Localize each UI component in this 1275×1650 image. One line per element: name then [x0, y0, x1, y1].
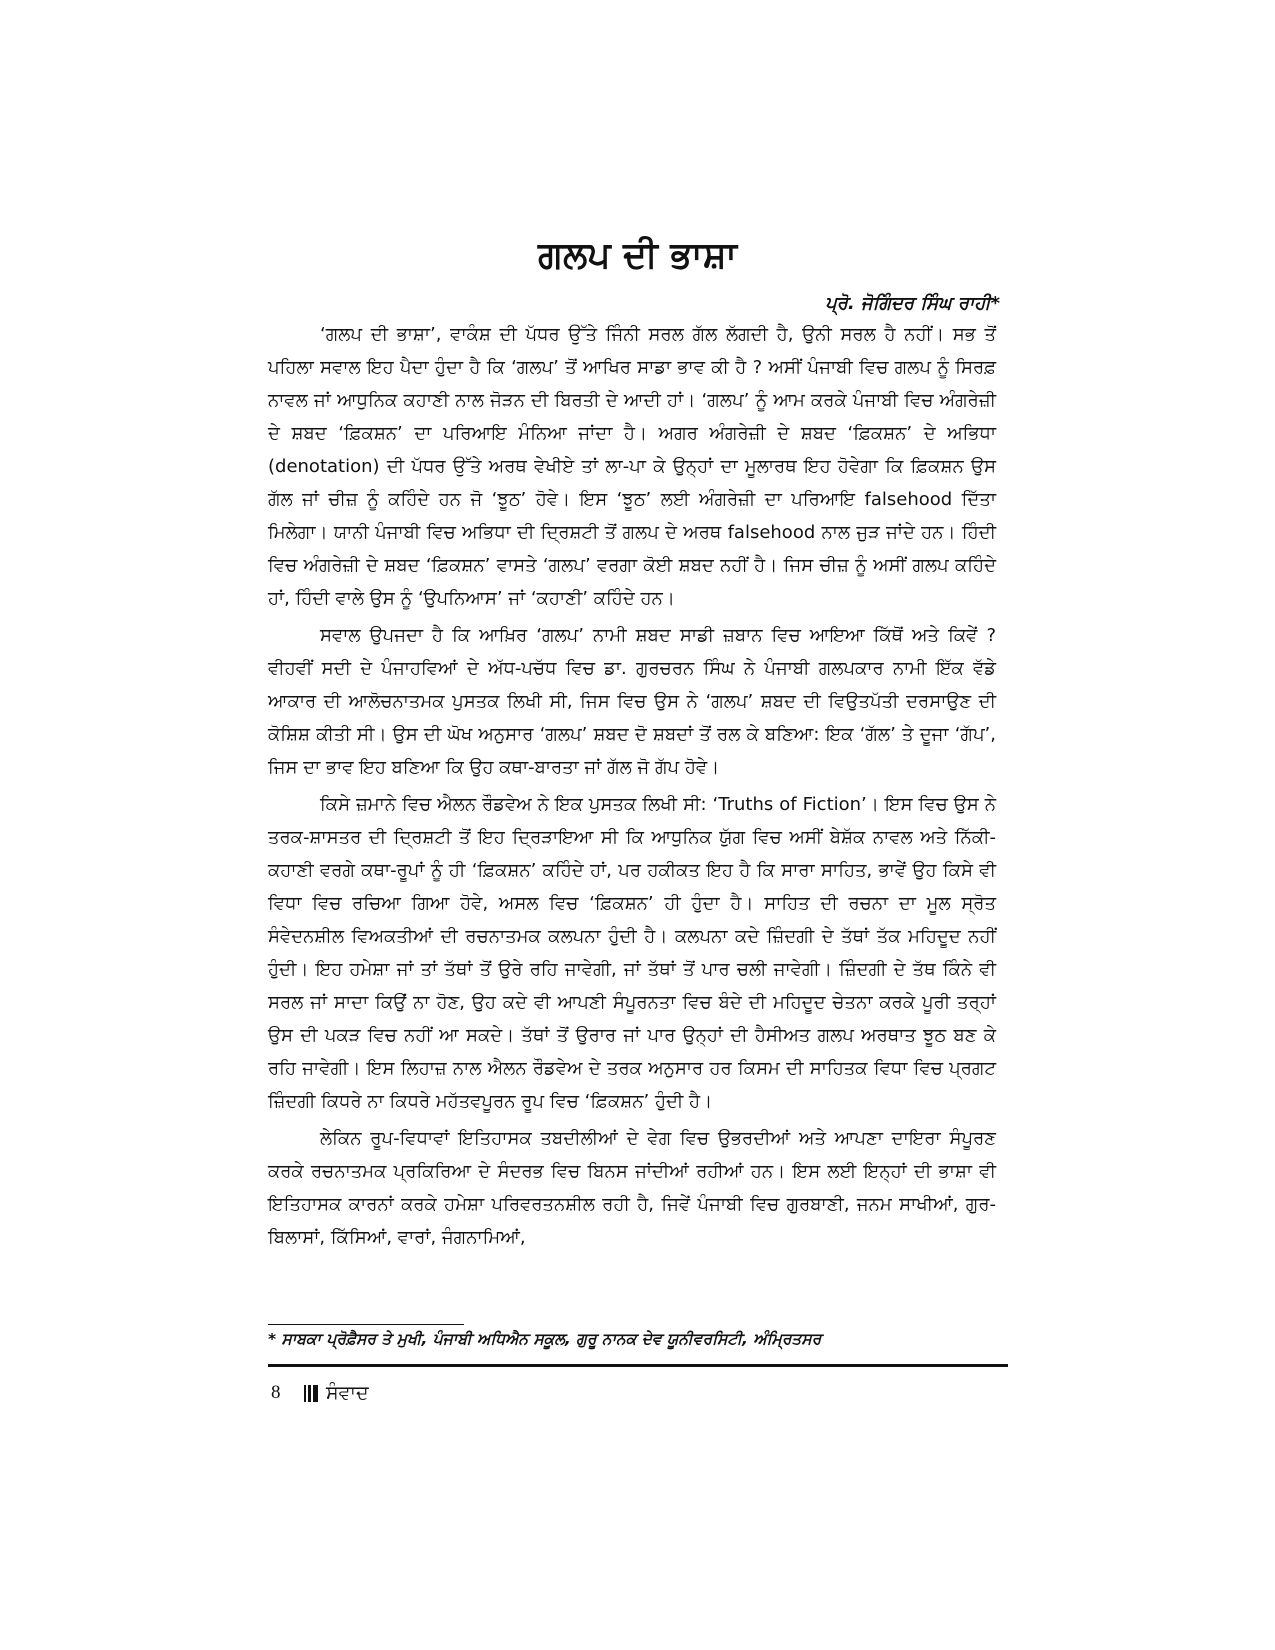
journal-logo-icon: [304, 1385, 320, 1402]
footnote: * ਸਾਬਕਾ ਪ੍ਰੋਫ਼ੈਸਰ ਤੇ ਮੁਖੀ, ਪੰਜਾਬੀ ਅਧਿਐਨ ਸਕੂਲ, ਗੁਰੂ ਨਾਨਕ ਦੇਵ ਯੂਨੀਵਰਸਿਟੀ, ਅੰਮ੍ਰਿਤਸਰ: [268, 1330, 822, 1348]
footer-divider: [268, 1364, 1008, 1367]
journal-name: ਸੰਵਾਦ: [326, 1382, 369, 1404]
page-number: 8: [271, 1382, 281, 1403]
author-byline: ਪ੍ਰੋ. ਜੋਗਿੰਦਰ ਸਿੰਘ ਰਾਹੀ*: [825, 293, 1000, 314]
paragraph: ‘ਗਲਪ ਦੀ ਭਾਸ਼ਾ’, ਵਾਕੰਸ਼ ਦੀ ਪੱਧਰ ਉੱਤੇ ਜਿੰਨੀ ਸਰਲ ਗੱਲ ਲੱਗਦੀ ਹੈ, ਉਨੀ ਸਰਲ ਹੈ ਨਹੀਂ। ਸਭ ਤੋਂ ਪਹਿਲਾ ਸਵਾਲ ਇਹ ਪੈਦਾ ਹੁੰਦਾ ਹੈ ਕਿ ‘ਗਲਪ’ ਤੋਂ ਆਖਿਰ ਸਾਡਾ ਭਾਵ ਕੀ ਹੈ ? ਅਸੀਂ ਪੰਜਾਬੀ ਵਿਚ ਗਲਪ ਨੂੰ ਸਿਰਫ਼ ਨਾਵਲ ਜਾਂ ਆਧੁਨਿਕ ਕਹਾਣੀ ਨਾਲ ਜੋੜਨ ਦੀ ਬਿਰਤੀ ਦੇ ਆਦੀ ਹਾਂ। ‘ਗਲਪ’ ਨੂੰ ਆਮ ਕਰਕੇ ਪੰਜਾਬੀ ਵਿਚ ਅੰਗਰੇਜ਼ੀ ਦੇ ਸ਼ਬਦ ‘ਫ਼ਿਕਸ਼ਨ’ ਦਾ ਪਰਿਆਇ ਮੰਨਿਆ ਜਾਂਦਾ ਹੈ। ਅਗਰ ਅੰਗਰੇਜ਼ੀ ਦੇ ਸ਼ਬਦ ‘ਫ਼ਿਕਸ਼ਨ’ ਦੇ ਅਭਿਧਾ (denotation) ਦੀ ਪੱਧਰ ਉੱਤੇ ਅਰਥ ਵੇਖੀਏ ਤਾਂ ਲਾ-ਪਾ ਕੇ ਉਨ੍ਹਾਂ ਦਾ ਮੂਲਾਰਥ ਇਹ ਹੋਵੇਗਾ ਕਿ ਫ਼ਿਕਸ਼ਨ ਉਸ ਗੱਲ ਜਾਂ ਚੀਜ਼ ਨੂੰ ਕਹਿੰਦੇ ਹਨ ਜੋ ‘ਝੂਠ’ ਹੋਵੇ। ਇਸ ‘ਝੂਠ’ ਲਈ ਅੰਗਰੇਜ਼ੀ ਦਾ ਪਰਿਆਇ falsehood ਦਿੱਤਾ ਮਿਲੇਗਾ। ਯਾਨੀ ਪੰਜਾਬੀ ਵਿਚ ਅਭਿਧਾ ਦੀ ਦ੍ਰਿਸ਼ਟੀ ਤੋਂ ਗਲਪ ਦੇ ਅਰਥ falsehood ਨਾਲ ਜੁੜ ਜਾਂਦੇ ਹਨ। ਹਿੰਦੀ ਵਿਚ ਅੰਗਰੇਜ਼ੀ ਦੇ ਸ਼ਬਦ ‘ਫ਼ਿਕਸ਼ਨ’ ਵਾਸਤੇ ‘ਗਲਪ’ ਵਰਗਾ ਕੋਈ ਸ਼ਬਦ ਨਹੀਂ ਹੈ। ਜਿਸ ਚੀਜ਼ ਨੂੰ ਅਸੀਂ ਗਲਪ ਕਹਿੰਦੇ ਹਾਂ, ਹਿੰਦੀ ਵਾਲੇ ਉਸ ਨੂੰ ‘ਉਪਨਿਆਸ’ ਜਾਂ ‘ਕਹਾਣੀ’ ਕਹਿੰਦੇ ਹਨ।: [268, 324, 996, 609]
page-title: ਗਲਪ ਦੀ ਭਾਸ਼ਾ: [538, 235, 737, 276]
footnote-divider: [268, 1324, 464, 1325]
paragraph: ਸਵਾਲ ਉਪਜਦਾ ਹੈ ਕਿ ਆਖ਼ਿਰ ‘ਗਲਪ’ ਨਾਮੀ ਸ਼ਬਦ ਸਾਡੀ ਜ਼ਬਾਨ ਵਿਚ ਆਇਆ ਕਿੱਥੋਂ ਅਤੇ ਕਿਵੇਂ ? ਵੀਹਵੀਂ ਸਦੀ ਦੇ ਪੰਜਾਹਵਿਆਂ ਦੇ ਅੱਧ-ਪਚੱਧ ਵਿਚ ਡਾ. ਗੁਰਚਰਨ ਸਿੰਘ ਨੇ ਪੰਜਾਬੀ ਗਲਪਕਾਰ ਨਾਮੀ ਇੱਕ ਵੱਡੇ ਆਕਾਰ ਦੀ ਆਲੋਚਨਾਤਮਕ ਪੁਸਤਕ ਲਿਖੀ ਸੀ, ਜਿਸ ਵਿਚ ਉਸ ਨੇ ‘ਗਲਪ’ ਸ਼ਬਦ ਦੀ ਵਿਉਤਪੱਤੀ ਦਰਸਾਉਣ ਦੀ ਕੋਸ਼ਿਸ਼ ਕੀਤੀ ਸੀ। ਉਸ ਦੀ ਘੋਖ ਅਨੁਸਾਰ ‘ਗਲਪ’ ਸ਼ਬਦ ਦੋ ਸ਼ਬਦਾਂ ਤੋਂ ਰਲ ਕੇ ਬਣਿਆ: ਇਕ ‘ਗੱਲ’ ਤੇ ਦੂਜਾ ‘ਗੱਪ’, ਜਿਸ ਦਾ ਭਾਵ ਇਹ ਬਣਿਆ ਕਿ ਉਹ ਕਥਾ-ਬਾਰਤਾ ਜਾਂ ਗੱਲ ਜੋ ਗੱਪ ਹੋਵੇ।: [268, 625, 996, 778]
article-body: [268, 318, 996, 1254]
paragraph: ਲੇਕਿਨ ਰੂਪ-ਵਿਧਾਵਾਂ ਇਤਿਹਾਸਕ ਤਬਦੀਲੀਆਂ ਦੇ ਵੇਗ ਵਿਚ ਉਭਰਦੀਆਂ ਅਤੇ ਆਪਣਾ ਦਾਇਰਾ ਸੰਪੂਰਣ ਕਰਕੇ ਰਚਨਾਤਮਕ ਪ੍ਰਕਿਰਿਆ ਦੇ ਸੰਦਰਭ ਵਿਚ ਬਿਨਸ ਜਾਂਦੀਆਂ ਰਹੀਆਂ ਹਨ। ਇਸ ਲਈ ਇਨ੍ਹਾਂ ਦੀ ਭਾਸ਼ਾ ਵੀ ਇਤਿਹਾਸਕ ਕਾਰਨਾਂ ਕਰਕੇ ਹਮੇਸ਼ਾ ਪਰਿਵਰਤਨਸ਼ੀਲ ਰਹੀ ਹੈ, ਜਿਵੇਂ ਪੰਜਾਬੀ ਵਿਚ ਗੁਰਬਾਣੀ, ਜਨਮ ਸਾਖੀਆਂ, ਗੁਰ-ਬਿਲਾਸਾਂ, ਕਿੱਸਿਆਂ, ਵਾਰਾਂ, ਜੰਗਨਾਮਿਆਂ,: [268, 1128, 996, 1248]
paragraph: ਕਿਸੇ ਜ਼ਮਾਨੇ ਵਿਚ ਐਲਨ ਰੌਡਵੇਅ ਨੇ ਇਕ ਪੁਸਤਕ ਲਿਖੀ ਸੀ: ‘Truths of Fiction’। ਇਸ ਵਿਚ ਉਸ ਨੇ ਤਰਕ-ਸ਼ਾਸਤਰ ਦੀ ਦ੍ਰਿਸ਼ਟੀ ਤੋਂ ਇਹ ਦ੍ਰਿੜਾਇਆ ਸੀ ਕਿ ਆਧੁਨਿਕ ਯੁੱਗ ਵਿਚ ਅਸੀਂ ਬੇਸ਼ੱਕ ਨਾਵਲ ਅਤੇ ਨਿੱਕੀ-ਕਹਾਣੀ ਵਰਗੇ ਕਥਾ-ਰੂਪਾਂ ਨੂੰ ਹੀ ‘ਫ਼ਿਕਸ਼ਨ’ ਕਹਿੰਦੇ ਹਾਂ, ਪਰ ਹਕੀਕਤ ਇਹ ਹੈ ਕਿ ਸਾਰਾ ਸਾਹਿਤ, ਭਾਵੇਂ ਉਹ ਕਿਸੇ ਵੀ ਵਿਧਾ ਵਿਚ ਰਚਿਆ ਗਿਆ ਹੋਵੇ, ਅਸਲ ਵਿਚ ‘ਫ਼ਿਕਸ਼ਨ’ ਹੀ ਹੁੰਦਾ ਹੈ। ਸਾਹਿਤ ਦੀ ਰਚਨਾ ਦਾ ਮੂਲ ਸ੍ਰੋਤ ਸੰਵੇਦਨਸ਼ੀਲ ਵਿਅਕਤੀਆਂ ਦੀ ਰਚਨਾਤਮਕ ਕਲਪਨਾ ਹੁੰਦੀ ਹੈ। ਕਲਪਨਾ ਕਦੇ ਜ਼ਿੰਦਗੀ ਦੇ ਤੱਥਾਂ ਤੱਕ ਮਹਿਦੂਦ ਨਹੀਂ ਹੁੰਦੀ। ਇਹ ਹਮੇਸ਼ਾ ਜਾਂ ਤਾਂ ਤੱਥਾਂ ਤੋਂ ਉਰੇ ਰਹਿ ਜਾਵੇਗੀ, ਜਾਂ ਤੱਥਾਂ ਤੋਂ ਪਾਰ ਚਲੀ ਜਾਵੇਗੀ। ਜ਼ਿੰਦਗੀ ਦੇ ਤੱਥ ਕਿੰਨੇ ਵੀ ਸਰਲ ਜਾਂ ਸਾਦਾ ਕਿਉਂ ਨਾ ਹੋਣ, ਉਹ ਕਦੇ ਵੀ ਆਪਣੀ ਸੰਪੂਰਨਤਾ ਵਿਚ ਬੰਦੇ ਦੀ ਮਹਿਦੂਦ ਚੇਤਨਾ ਕਰਕੇ ਪੂਰੀ ਤਰ੍ਹਾਂ ਉਸ ਦੀ ਪਕੜ ਵਿਚ ਨਹੀਂ ਆ ਸਕਦੇ। ਤੱਥਾਂ ਤੋਂ ਉਰਾਰ ਜਾਂ ਪਾਰ ਉਨ੍ਹਾਂ ਦੀ ਹੈਸੀਅਤ ਗਲਪ ਅਰਥਾਤ ਝੂਠ ਬਣ ਕੇ ਰਹਿ ਜਾਵੇਗੀ। ਇਸ ਲਿਹਾਜ਼ ਨਾਲ ਐਲਨ ਰੌਡਵੇਅ ਦੇ ਤਰਕ ਅਨੁਸਾਰ ਹਰ ਕਿਸਮ ਦੀ ਸਾਹਿਤਕ ਵਿਧਾ ਵਿਚ ਪ੍ਰਗਟ ਜ਼ਿੰਦਗੀ ਕਿਧਰੇ ਨਾ ਕਿਧਰੇ ਮਹੱਤਵਪੂਰਨ ਰੂਪ ਵਿਚ ‘ਫ਼ਿਕਸ਼ਨ’ ਹੁੰਦੀ ਹੈ।: [268, 794, 996, 1112]
